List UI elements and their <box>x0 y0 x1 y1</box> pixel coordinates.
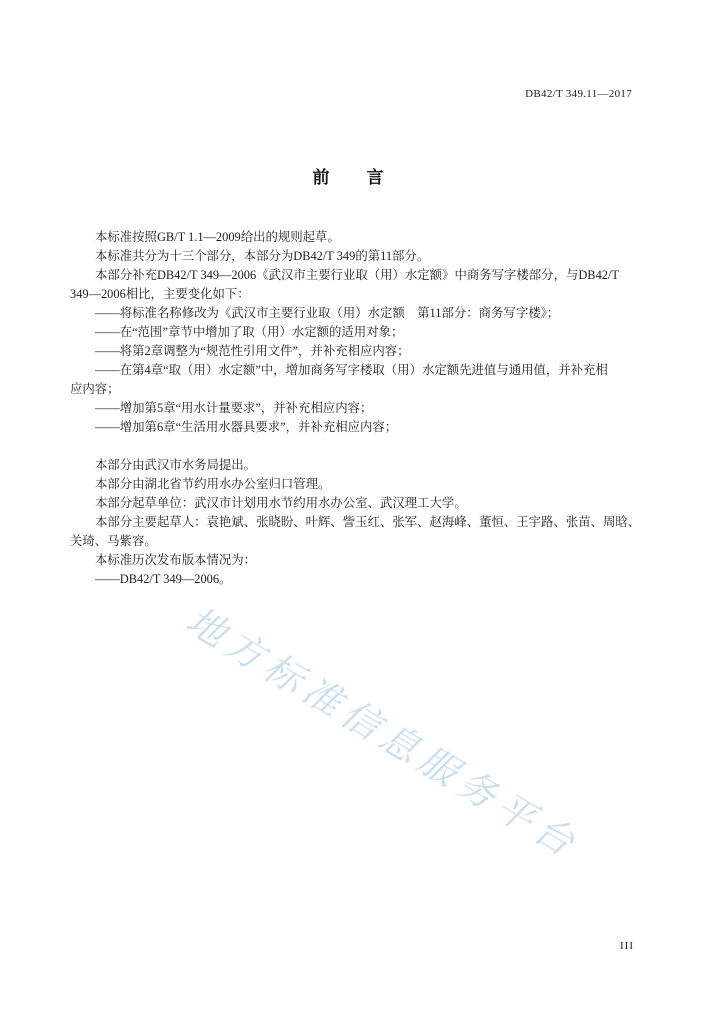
body-line: 本部分由武汉市水务局提出。 <box>95 458 257 472</box>
body-line: ——在第4章“取（用）水定额”中，增加商务写字楼取（用）水定额先进值与通用值，并补充相 <box>95 363 608 377</box>
body-line: 本部分主要起草人：袁艳斌、张晓盼、叶辉、訾玉红、张军、赵海峰、董恒、王宇路、张苗、周晗、 <box>95 515 641 529</box>
body-line: 349—2006相比，主要变化如下： <box>70 287 250 301</box>
body-line: 本标准历次发布版本情况为： <box>95 553 257 567</box>
body-line: 本部分起草单位：武汉市计划用水节约用水办公室、武汉理工大学。 <box>95 496 467 510</box>
standard-code: DB42/T 349.11—2017 <box>525 88 632 100</box>
page-number: III <box>620 940 634 952</box>
body-line: 本标准按照GB/T 1.1—2009给出的规则起草。 <box>95 230 340 244</box>
body-line: ——增加第6章“生活用水器具要求”，并补充相应内容； <box>95 420 398 434</box>
body-line: ——在“范围”章节中增加了取（用）水定额的适用对象； <box>95 325 404 339</box>
page-title: 前 言 <box>312 168 394 187</box>
body-line: ——DB42/T 349—2006。 <box>95 572 232 586</box>
body-line: 关琦、马紫容。 <box>70 534 157 548</box>
body-line: 本部分补充DB42/T 349—2006《武汉市主要行业取（用）水定额》中商务写字楼部分，与DB42/T <box>95 268 619 282</box>
body-line: ——将第2章调整为“规范性引用文件”，并补充相应内容； <box>95 344 410 358</box>
body-line: 应内容； <box>70 382 120 396</box>
body-line: ——将标准名称修改为《武汉市主要行业取（用）水定额 第11部分：商务写字楼》； <box>95 306 560 320</box>
body-line: 本标准共分为十三个部分，本部分为DB42/T 349的第11部分。 <box>95 249 430 263</box>
watermark: 地方标准信息服务平台 <box>178 599 587 868</box>
body-line: ——增加第5章“用水计量要求”，并补充相应内容； <box>95 401 373 415</box>
body-line: 本部分由湖北省节约用水办公室归口管理。 <box>95 477 331 491</box>
